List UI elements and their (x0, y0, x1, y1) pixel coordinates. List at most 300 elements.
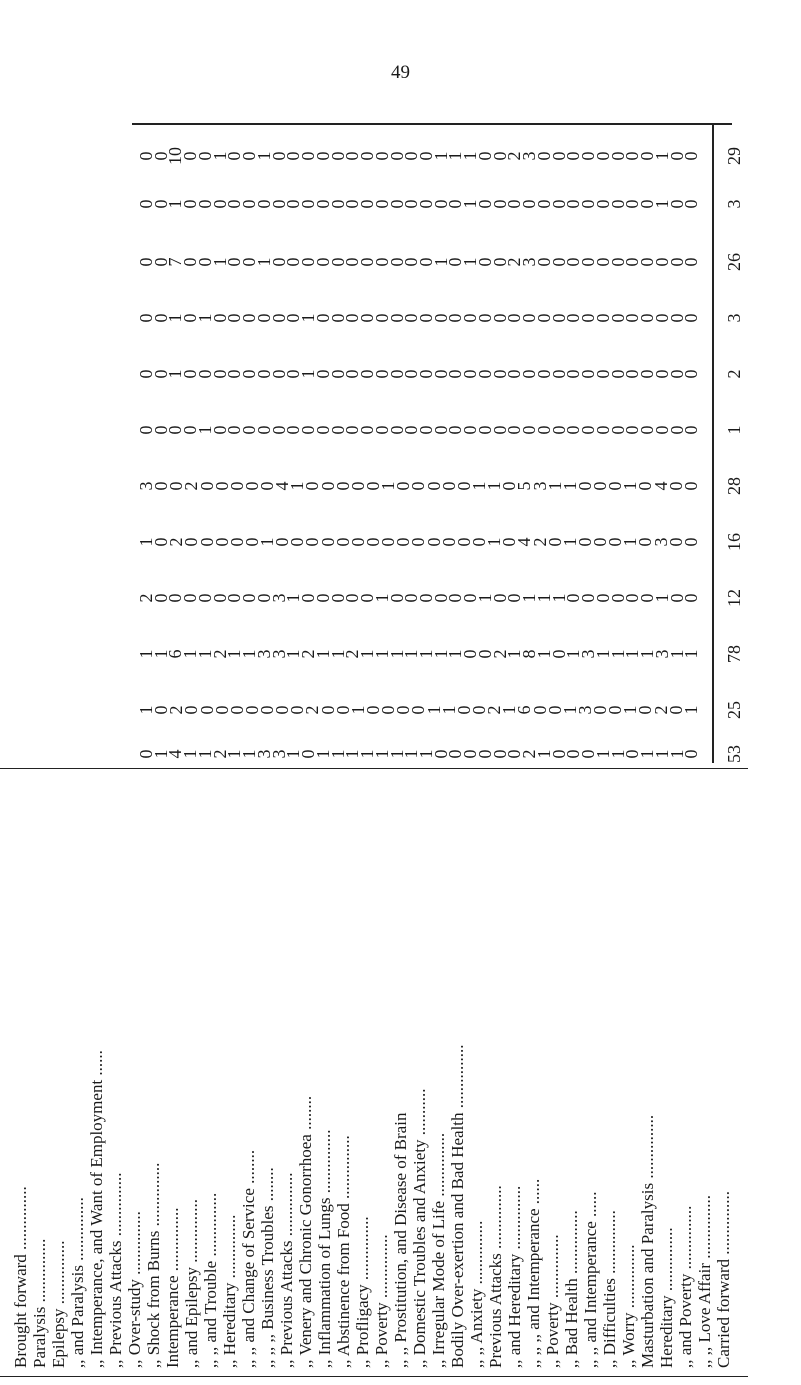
cause-label: ,, Worry ............... (619, 1244, 638, 1368)
cell-value: 1 (666, 749, 687, 759)
cell-value: 0 (332, 481, 353, 491)
cell-value: 0 (474, 199, 495, 209)
cause-label: Paralysis ............... (30, 1238, 49, 1368)
cell-value: 0 (607, 151, 628, 161)
cause-label: ,, Shock from Burns ............... (144, 1162, 163, 1368)
cell-value: 1 (239, 749, 260, 759)
cell-value: 0 (563, 151, 584, 161)
cell-value: 4 (165, 749, 186, 759)
cell-value: 0 (151, 481, 172, 491)
cell-value: 0 (363, 705, 384, 715)
cell-value: 1 (283, 749, 304, 759)
cell-value: 0 (268, 313, 289, 323)
cell-value: 0 (253, 313, 274, 323)
cell-value: 0 (194, 257, 215, 267)
cell-value: 4 (650, 481, 671, 491)
cell-value: 1 (484, 537, 505, 547)
cause-label: ,, ,, Anxiety ............... (467, 1220, 486, 1368)
cell-value: 1 (559, 705, 580, 715)
table-bottom-rule (0, 1376, 748, 1377)
cell-value: 0 (548, 151, 569, 161)
cause-label: ,, ,, Prostitution, and Disease of Brain (391, 1112, 410, 1368)
cell-value: 2 (298, 649, 319, 659)
cell-value: 0 (665, 537, 686, 547)
cell-value: 0 (283, 257, 304, 267)
cell-value: 0 (401, 257, 422, 267)
cell-value: 0 (416, 593, 436, 603)
cell-value: 1 (430, 257, 451, 267)
cell-value: 0 (489, 313, 510, 323)
cell-value: 0 (378, 537, 399, 547)
cell-value: 0 (224, 313, 245, 323)
cell-value: 0 (563, 749, 584, 759)
cell-value: 0 (257, 481, 278, 491)
cell-value: 0 (592, 593, 613, 603)
cell-value: 0 (166, 481, 187, 491)
cell-value: 1 (533, 649, 554, 659)
cell-value: 3 (650, 537, 671, 547)
cell-value: 0 (607, 257, 628, 267)
cell-value: 0 (416, 199, 436, 209)
cell-value: 1 (194, 425, 215, 435)
cell-value: 0 (544, 537, 565, 547)
cell-value: 0 (180, 369, 201, 379)
cell-value: 1 (637, 749, 658, 759)
cell-value: 0 (302, 537, 323, 547)
cell-value: 2 (650, 705, 671, 715)
cell-value: 0 (253, 593, 274, 603)
cell-value: 0 (622, 369, 643, 379)
cell-value: 0 (181, 537, 202, 547)
cell-value: 0 (327, 151, 348, 161)
data-row (0, 138, 801, 174)
cell-value: 0 (460, 649, 481, 659)
cell-value: 0 (209, 313, 230, 323)
cell-value: 6 (514, 705, 535, 715)
cell-value: 2 (342, 649, 363, 659)
cause-label: ,, ,, ,, and Intemperance ...... (524, 1178, 543, 1368)
row-total: 3 (724, 199, 744, 209)
cell-value: 1 (342, 749, 363, 759)
cell-value: 0 (371, 425, 392, 435)
cell-value: 0 (519, 425, 540, 435)
cell-value: 0 (150, 425, 171, 435)
cell-value: 0 (563, 257, 584, 267)
cause-label: ,, and Epilepsy ............... (182, 1198, 201, 1368)
cell-value: 1 (651, 151, 672, 161)
cell-value: 0 (196, 705, 217, 715)
cell-value: 0 (453, 481, 474, 491)
cell-value: 0 (209, 593, 230, 603)
cell-value: 0 (607, 425, 628, 435)
cause-label: Masturbation and Paralysis ............... (638, 1114, 657, 1368)
cell-value: 1 (460, 199, 481, 209)
cell-value: 0 (268, 425, 289, 435)
cell-value: 0 (637, 313, 658, 323)
cell-value: 0 (386, 151, 407, 161)
cell-value: 0 (665, 705, 686, 715)
cell-value: 0 (578, 313, 599, 323)
cell-value: 0 (401, 593, 422, 603)
cell-value: 0 (136, 257, 156, 267)
cell-value: 2 (209, 749, 230, 759)
cell-value: 2 (302, 705, 323, 715)
cell-value: 0 (544, 705, 565, 715)
cell-value: 0 (181, 705, 202, 715)
cell-value: 0 (401, 313, 422, 323)
cause-label: Epilepsy ............... (49, 1240, 68, 1368)
cause-label: ,, Profligacy ............... (353, 1216, 372, 1368)
cell-value: 0 (416, 425, 436, 435)
cell-value: 0 (194, 199, 215, 209)
cell-value: 0 (519, 313, 540, 323)
cell-value: 1 (257, 537, 278, 547)
cell-value: 0 (317, 481, 338, 491)
cell-value: 0 (651, 369, 672, 379)
cell-value: 0 (666, 257, 687, 267)
cell-value: 1 (283, 649, 304, 659)
cell-value: 0 (268, 151, 289, 161)
cell-value: 1 (651, 593, 672, 603)
cell-value: 0 (607, 369, 628, 379)
cell-value: 0 (209, 199, 230, 209)
cell-value: 1 (484, 481, 505, 491)
cell-value: 0 (563, 425, 584, 435)
cell-value: 1 (357, 649, 378, 659)
cell-value: 0 (283, 313, 304, 323)
cell-value: 0 (533, 313, 554, 323)
cell-value: 0 (474, 151, 495, 161)
cell-value: 1 (312, 749, 333, 759)
cell-value: 1 (620, 481, 641, 491)
cell-value: 2 (181, 481, 202, 491)
cell-value: 0 (637, 257, 658, 267)
cell-value: 0 (298, 199, 319, 209)
cell-value: 0 (332, 705, 353, 715)
cell-value: 0 (489, 593, 510, 603)
row-total: 28 (724, 477, 744, 495)
cause-label: Hereditary ............... (657, 1227, 676, 1368)
data-row (0, 186, 801, 222)
cell-value: 0 (578, 425, 599, 435)
cell-value: 3 (268, 593, 289, 603)
cell-value: 0 (430, 593, 451, 603)
cell-value: 0 (347, 481, 368, 491)
cell-value: 0 (224, 425, 245, 435)
cell-value: 0 (607, 199, 628, 209)
cell-value: 0 (408, 705, 429, 715)
cell-value: 1 (401, 749, 422, 759)
cell-value: 0 (651, 313, 672, 323)
cell-value: 0 (578, 593, 599, 603)
cell-value: 0 (504, 749, 525, 759)
cell-value: 0 (150, 151, 171, 161)
cell-value: 0 (312, 593, 333, 603)
cell-value: 0 (386, 369, 407, 379)
cell-value: 0 (474, 425, 495, 435)
cell-value: 0 (533, 151, 554, 161)
cell-value: 1 (563, 649, 584, 659)
cell-value: 0 (635, 537, 656, 547)
cell-value: 3 (253, 749, 274, 759)
cell-value: 0 (386, 199, 407, 209)
cell-value: 0 (445, 313, 466, 323)
cell-value: 0 (151, 537, 172, 547)
cell-value: 0 (283, 369, 304, 379)
cell-value: 0 (239, 425, 260, 435)
cell-value: 0 (489, 425, 510, 435)
cell-value: 0 (209, 425, 230, 435)
cell-value: 1 (150, 749, 171, 759)
cell-value: 0 (211, 537, 232, 547)
cell-value: 0 (386, 593, 407, 603)
cell-value: 0 (180, 593, 201, 603)
cell-value: 0 (445, 593, 466, 603)
cell-value: 0 (474, 749, 495, 759)
cell-value: 0 (592, 313, 613, 323)
cell-value: 0 (622, 749, 643, 759)
cause-label: ,, Domestic Troubles and Anxiety ........... (410, 1088, 429, 1368)
cell-value: 0 (453, 537, 474, 547)
cell-value: 0 (607, 593, 628, 603)
cell-value: 0 (468, 537, 489, 547)
cell-value: 0 (590, 481, 611, 491)
cell-value: 0 (302, 481, 323, 491)
row-total: 26 (724, 253, 744, 271)
cell-value: 0 (416, 151, 436, 161)
cell-value: 0 (592, 257, 613, 267)
cell-value: 1 (209, 151, 230, 161)
cell-value: 0 (665, 481, 686, 491)
cell-value: 0 (489, 369, 510, 379)
cell-value: 0 (241, 537, 262, 547)
cell-value: 5 (514, 481, 535, 491)
cell-value: 0 (312, 369, 333, 379)
cell-value: 0 (445, 199, 466, 209)
cell-value: 1 (430, 151, 451, 161)
cell-value: 0 (371, 199, 392, 209)
cell-value: 0 (136, 425, 156, 435)
cause-label: ,, ,, and Intemperance ...... (581, 1191, 600, 1368)
cell-value: 0 (224, 257, 245, 267)
cell-value: 0 (578, 369, 599, 379)
cause-label: ,, Over-study ............... (125, 1211, 144, 1368)
cell-value: 0 (468, 705, 489, 715)
cell-value: 1 (283, 593, 304, 603)
cause-label: ,, Poverty ............... (372, 1234, 391, 1368)
cell-value: 1 (180, 749, 201, 759)
cell-value: 0 (637, 369, 658, 379)
cell-value: 1 (347, 705, 368, 715)
cell-value: 0 (283, 425, 304, 435)
cell-value: 1 (620, 705, 641, 715)
cell-value: 0 (401, 369, 422, 379)
row-total: 53 (724, 745, 744, 763)
cell-value: 1 (165, 199, 186, 209)
cell-value: 1 (224, 749, 245, 759)
cell-value: 1 (592, 749, 613, 759)
cell-value: 0 (287, 705, 308, 715)
cell-value: 0 (666, 425, 687, 435)
cell-value: 3 (136, 481, 156, 491)
cell-value: 0 (605, 537, 626, 547)
cell-value: 0 (371, 313, 392, 323)
cell-value: 0 (393, 537, 414, 547)
cell-value: 0 (268, 369, 289, 379)
cell-value: 0 (622, 425, 643, 435)
cell-value: 0 (592, 151, 613, 161)
cell-value: 1 (438, 705, 459, 715)
cell-value: 0 (253, 199, 274, 209)
cell-value: 0 (287, 537, 308, 547)
cell-value: 2 (166, 537, 187, 547)
cell-value: 3 (519, 257, 540, 267)
cell-value: 0 (150, 593, 171, 603)
cell-value: 1 (445, 151, 466, 161)
cell-value: 1 (357, 749, 378, 759)
cell-value: 0 (312, 151, 333, 161)
row-total: 3 (724, 313, 744, 323)
cell-value: 0 (386, 425, 407, 435)
cell-value: 3 (268, 749, 289, 759)
cell-value: 0 (386, 313, 407, 323)
cell-value: 0 (283, 151, 304, 161)
cell-value: 0 (445, 257, 466, 267)
cell-value: 0 (209, 369, 230, 379)
cell-value: 0 (489, 151, 510, 161)
cell-value: 1 (548, 593, 569, 603)
cell-value: 0 (666, 369, 687, 379)
cell-value: 1 (401, 649, 422, 659)
cell-value: 1 (165, 313, 186, 323)
cell-value: 0 (401, 425, 422, 435)
cell-value: 0 (438, 537, 459, 547)
cell-value: 1 (386, 649, 407, 659)
cell-value: 1 (474, 593, 495, 603)
cell-value: 0 (357, 257, 378, 267)
cell-value: 0 (151, 705, 172, 715)
cell-value: 0 (680, 537, 701, 547)
cell-value: 1 (371, 593, 392, 603)
cell-value: 0 (342, 425, 363, 435)
cell-value: 1 (239, 649, 260, 659)
cell-value: 1 (253, 151, 274, 161)
cell-value: 3 (578, 649, 599, 659)
cell-value: 0 (504, 593, 525, 603)
cell-value: 1 (651, 199, 672, 209)
cell-value: 0 (196, 481, 217, 491)
cell-value: 0 (401, 151, 422, 161)
cell-value: 1 (607, 649, 628, 659)
cell-value: 4 (272, 481, 293, 491)
cell-value: 2 (504, 151, 525, 161)
row-total: 12 (724, 589, 744, 607)
cell-value: 0 (327, 199, 348, 209)
cell-value: 0 (666, 151, 687, 161)
cell-value: 0 (239, 369, 260, 379)
cell-value: 0 (605, 481, 626, 491)
cell-value: 0 (224, 199, 245, 209)
cell-value: 1 (298, 313, 319, 323)
cell-value: 0 (165, 425, 186, 435)
data-row (0, 300, 801, 336)
cell-value: 0 (393, 705, 414, 715)
cause-label: ,, and Paralysis ............... (68, 1197, 87, 1368)
cell-value: 0 (681, 425, 702, 435)
cell-value: 0 (460, 749, 481, 759)
cell-value: 0 (460, 425, 481, 435)
cell-value: 0 (194, 369, 215, 379)
cell-value: 0 (622, 257, 643, 267)
cell-value: 0 (489, 257, 510, 267)
cell-value: 0 (504, 199, 525, 209)
table-top-rule (132, 123, 732, 125)
cell-value: 0 (241, 481, 262, 491)
cell-value: 2 (519, 749, 540, 759)
cell-value: 0 (533, 257, 554, 267)
cell-value: 0 (357, 369, 378, 379)
cell-value: 0 (180, 257, 201, 267)
cell-value: 3 (253, 649, 274, 659)
cell-value: 0 (533, 425, 554, 435)
cell-value: 0 (504, 313, 525, 323)
cell-value: 1 (651, 749, 672, 759)
cell-value: 1 (504, 649, 525, 659)
cell-value: 0 (342, 257, 363, 267)
cell-value: 1 (371, 749, 392, 759)
cell-value: 0 (180, 313, 201, 323)
cell-value: 0 (196, 537, 217, 547)
cell-value: 0 (430, 369, 451, 379)
cell-value: 1 (194, 313, 215, 323)
cell-value: 0 (438, 481, 459, 491)
cause-label: ,, ,, and Trouble ............... (201, 1192, 220, 1368)
cell-value: 0 (504, 369, 525, 379)
cell-value: 0 (342, 369, 363, 379)
cell-value: 0 (519, 199, 540, 209)
cell-value: 0 (298, 151, 319, 161)
cell-value: 0 (257, 705, 278, 715)
row-total: 1 (724, 425, 744, 435)
cell-value: 0 (548, 649, 569, 659)
cell-value: 0 (499, 481, 520, 491)
cell-value: 0 (666, 199, 687, 209)
cell-value: 0 (635, 481, 656, 491)
cell-value: 1 (499, 705, 520, 715)
cell-value: 0 (180, 425, 201, 435)
cause-label: ,, and Poverty ............... (676, 1205, 695, 1368)
cell-value: 1 (460, 257, 481, 267)
cell-value: 0 (312, 257, 333, 267)
cell-value: 0 (298, 749, 319, 759)
cell-value: 3 (651, 649, 672, 659)
cause-label: ,, Previous Attacks ............... (106, 1172, 125, 1368)
cell-value: 0 (342, 151, 363, 161)
cause-label: Intemperance ............... (163, 1207, 182, 1368)
cell-value: 0 (548, 425, 569, 435)
cell-value: 0 (681, 593, 702, 603)
cell-value: 0 (590, 705, 611, 715)
cell-value: 0 (342, 593, 363, 603)
cell-value: 0 (371, 151, 392, 161)
cell-value: 0 (423, 481, 444, 491)
cell-value: 0 (635, 705, 656, 715)
cell-value: 0 (241, 705, 262, 715)
cell-value: 0 (327, 593, 348, 603)
cell-value: 0 (239, 151, 260, 161)
cause-label: ,, Previous Attacks ............... (277, 1172, 296, 1368)
cell-value: 0 (651, 257, 672, 267)
